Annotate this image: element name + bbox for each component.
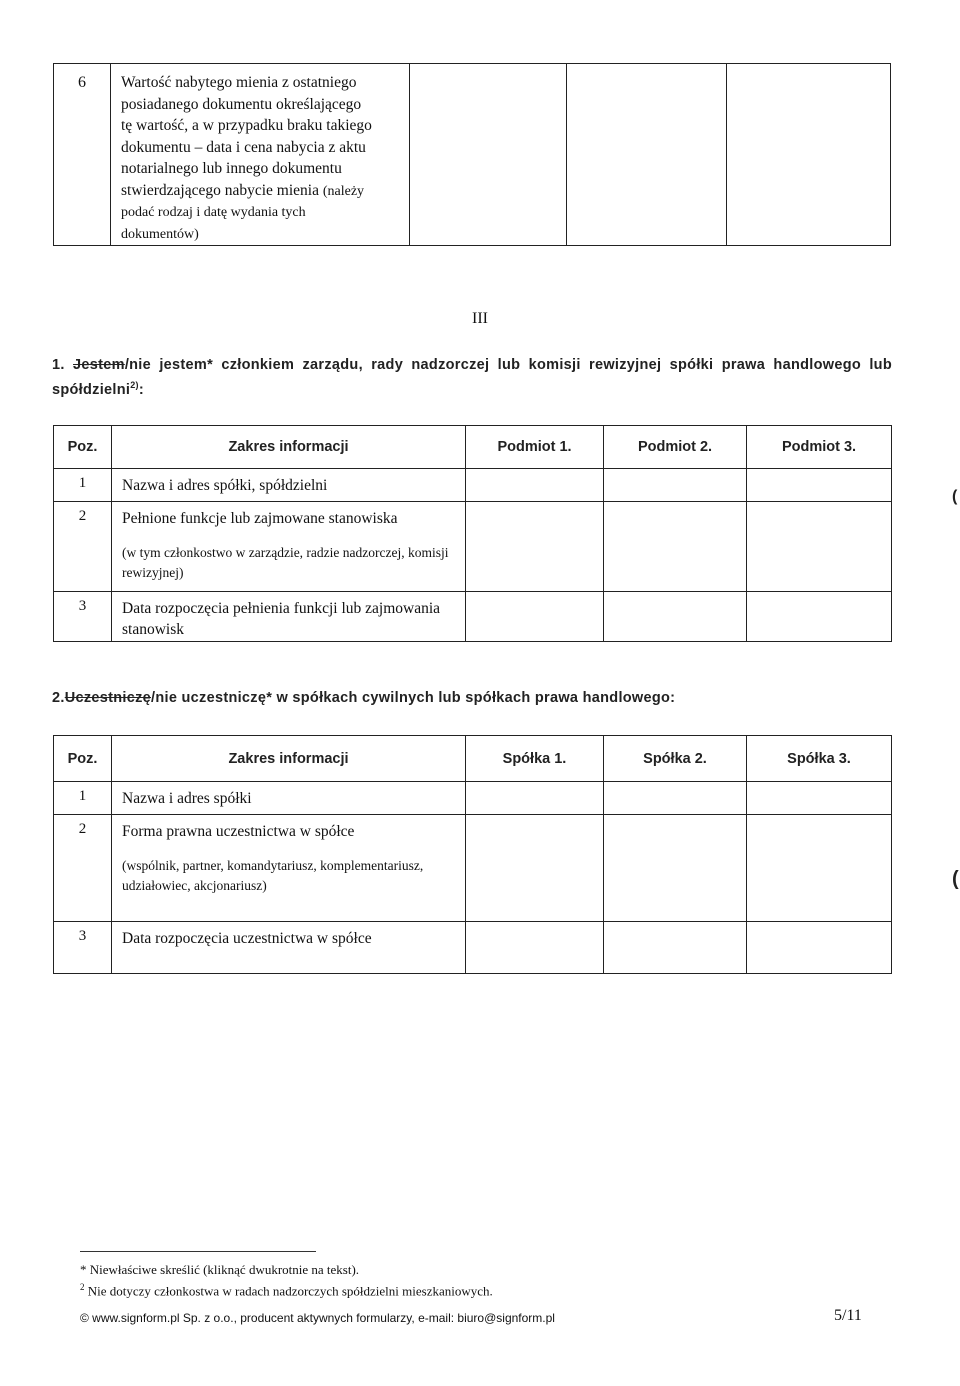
desc-note-line: dokumentów) [121, 226, 199, 242]
row-number: 3 [54, 592, 112, 642]
table-row [54, 815, 892, 922]
desc-line: notarialnego lub innego dokumentu [121, 160, 342, 177]
struck-option[interactable]: Uczestniczę [64, 690, 152, 706]
input-cell[interactable] [604, 469, 747, 502]
partnership-table [53, 735, 892, 974]
header-podmiot-2: Podmiot 2. [604, 426, 747, 469]
row-note: (w tym członkostwo w zarządzie, radzie nadzorczej, komisji rewizyjnej) [122, 545, 449, 580]
header-zakres: Zakres informacji [112, 736, 466, 782]
desc-line [121, 180, 403, 203]
row-label-text: Forma prawna uczestnictwa w spółce [122, 823, 355, 840]
header-poz: Poz. [54, 736, 112, 782]
copyright-footer: © www.signform.pl Sp. z o.o., producent aktywnych formularzy, e-mail: biuro@signform.pl [80, 1311, 555, 1325]
value-cell-3[interactable] [727, 64, 891, 246]
header-spolka-2: Spółka 2. [604, 736, 747, 782]
row-label [112, 815, 466, 922]
row-number: 1 [54, 782, 112, 815]
input-cell[interactable] [604, 815, 747, 922]
input-cell[interactable] [604, 502, 747, 592]
table-row [54, 502, 892, 592]
row-label: Data rozpoczęcia pełnienia funkcji lub zajmowania stanowisk [112, 592, 466, 642]
row-label: Nazwa i adres spółki, spółdzielni [112, 469, 466, 502]
row-number: 2 [54, 502, 112, 592]
footnote-2-mark: 2 [80, 1282, 85, 1292]
table-row [54, 64, 891, 246]
input-cell[interactable] [747, 469, 892, 502]
struck-option[interactable]: Jestem [73, 357, 125, 373]
row-number: 6 [54, 64, 111, 246]
section-heading: III [472, 310, 488, 327]
para-text: /nie jestem* członkiem zarządu, rady nadzorczej lub komisji rewizyjnej spółki prawa handlowego lub spółdzielni [52, 357, 892, 398]
membership-table [53, 425, 892, 642]
table-row [54, 922, 892, 974]
input-cell[interactable] [604, 922, 747, 974]
desc-note-line: podać rodzaj i datę wydania tych [121, 205, 306, 220]
footnote-2-text: Nie dotyczy członkostwa w radach nadzorczych spółdzielni mieszkaniowych. [84, 1283, 493, 1299]
footnote-ref: 2) [130, 380, 139, 390]
row-label [112, 502, 466, 592]
header-spolka-1: Spółka 1. [466, 736, 604, 782]
row-label: Data rozpoczęcia uczestnictwa w spółce [112, 922, 466, 974]
input-cell[interactable] [604, 782, 747, 815]
header-zakres: Zakres informacji [112, 426, 466, 469]
desc-line: Wartość nabytego mienia z ostatniego [121, 74, 357, 91]
input-cell[interactable] [747, 592, 892, 642]
input-cell[interactable] [747, 782, 892, 815]
desc-line-text: stwierdzającego nabycie mienia [121, 181, 319, 199]
header-poz: Poz. [54, 426, 112, 469]
input-cell[interactable] [466, 469, 604, 502]
footnote-2 [80, 1282, 493, 1299]
para-prefix: 2. [52, 690, 65, 706]
row-number: 1 [54, 469, 112, 502]
table-header-row [54, 426, 892, 469]
row-label: Nazwa i adres spółki [112, 782, 466, 815]
desc-line: dokumentu – data i cena nabycia z aktu [121, 138, 366, 156]
row-number: 3 [54, 922, 112, 974]
row-number: 2 [54, 815, 112, 922]
row-label-text: Pełnione funkcje lub zajmowane stanowiska [122, 510, 398, 527]
input-cell[interactable] [604, 592, 747, 642]
header-podmiot-3: Podmiot 3. [747, 426, 892, 469]
table-row [54, 469, 892, 502]
para-suffix: : [138, 381, 144, 398]
header-podmiot-1: Podmiot 1. [466, 426, 604, 469]
input-cell[interactable] [747, 815, 892, 922]
margin-mark: ( [952, 488, 958, 505]
partnership-declaration [52, 688, 892, 708]
input-cell[interactable] [466, 782, 604, 815]
input-cell[interactable] [466, 592, 604, 642]
desc-line: posiadanego dokumentu określającego [121, 95, 362, 113]
para-text: /nie uczestniczę* w spółkach cywilnych lub spółkach prawa handlowego: [151, 690, 676, 706]
input-cell[interactable] [747, 922, 892, 974]
page-number: 5/11 [834, 1307, 862, 1324]
input-cell[interactable] [466, 502, 604, 592]
margin-mark: ( [952, 868, 959, 890]
asset-value-table [53, 63, 891, 246]
input-cell[interactable] [747, 502, 892, 592]
desc-line: tę wartość, a w przypadku braku takiego [121, 117, 372, 134]
footnote-divider [80, 1251, 316, 1252]
table-header-row [54, 736, 892, 782]
para-prefix: 1. [52, 357, 74, 373]
header-spolka-3: Spółka 3. [747, 736, 892, 782]
footnote-1: * Niewłaściwe skreślić (kliknąć dwukrotnie na tekst). [80, 1262, 360, 1277]
input-cell[interactable] [466, 922, 604, 974]
membership-declaration [52, 355, 892, 400]
input-cell[interactable] [466, 815, 604, 922]
desc-note: (należy [322, 183, 365, 199]
table-row [54, 592, 892, 642]
table-row [54, 782, 892, 815]
row-note: (wspólnik, partner, komandytariusz, komplementariusz, udziałowiec, akcjonariusz) [122, 858, 424, 893]
value-cell-1[interactable] [410, 64, 567, 246]
value-cell-2[interactable] [567, 64, 727, 246]
asset-value-description [111, 64, 410, 246]
